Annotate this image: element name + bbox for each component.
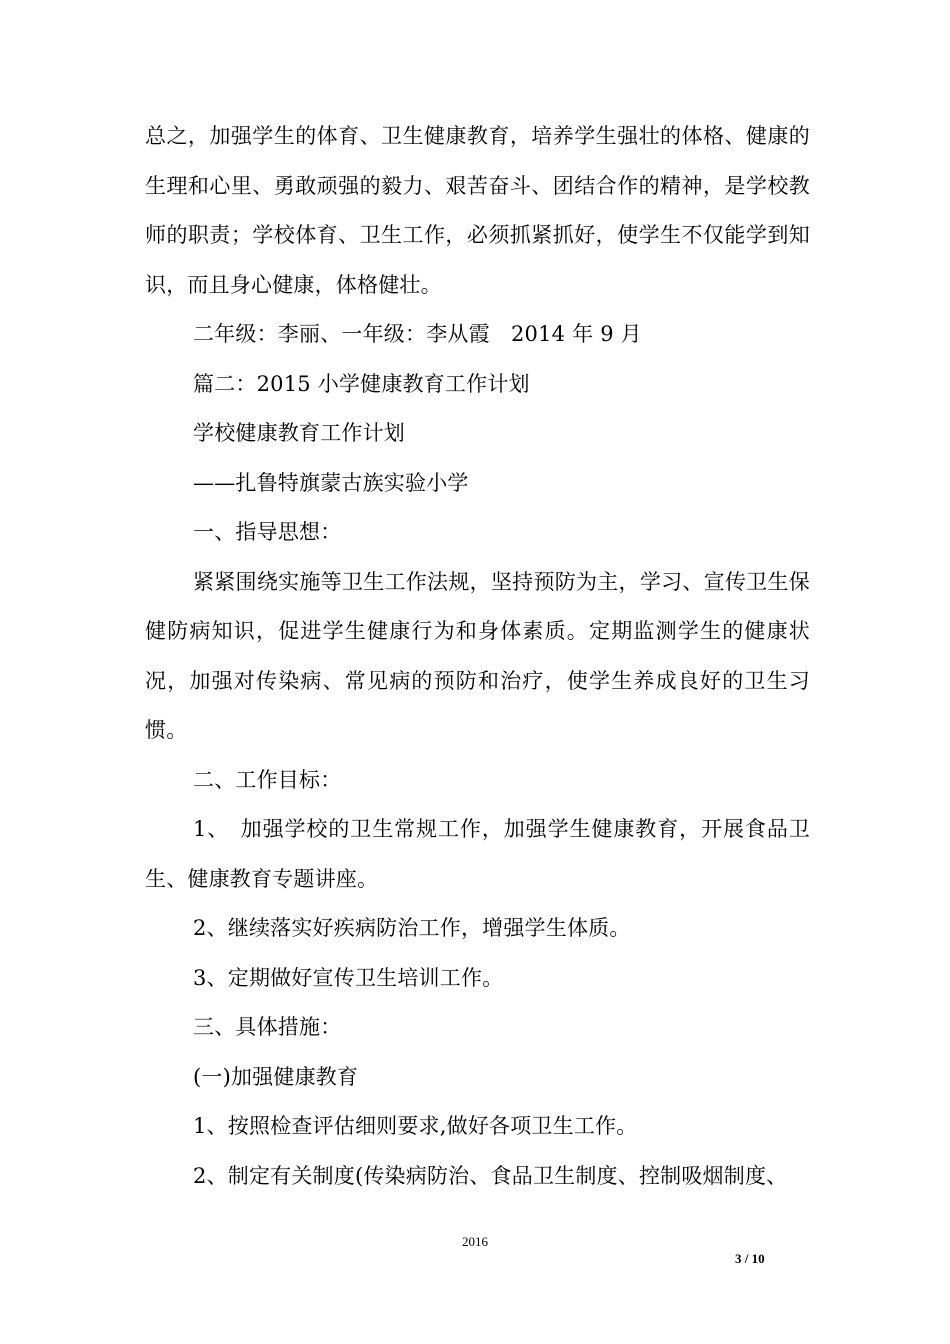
paragraph-10: 2、继续落实好疾病防治工作，增强学生体质。 <box>193 916 631 940</box>
paragraph-15: 2、制定有关制度(传染病防治、食品卫生制度、控制吸烟制度、 <box>193 1163 788 1188</box>
page-number: 3 / 10 <box>735 1251 765 1266</box>
document-body <box>145 112 810 1201</box>
paragraph-9: 1、 加强学校的卫生常规工作，加强学生健康教育，开展食品卫生、健康教育专题讲座。 <box>145 817 810 891</box>
paragraph-11: 3、定期做好宣传卫生培训工作。 <box>193 965 504 990</box>
paragraph-2: 二年级：李丽、一年级：李从霞 2014 年 9 月 <box>193 322 642 346</box>
paragraph-13: (一)加强健康教育 <box>193 1064 359 1089</box>
paragraph-8: 二、工作目标： <box>193 767 342 792</box>
paragraph-4: 学校健康教育工作计划 <box>193 421 405 445</box>
paragraph-1: 总之，加强学生的体育、卫生健康教育，培养学生强壮的体格、健康的生理和心里、勇敢顽强的毅力、艰苦奋斗、团结合作的精神，是学校教师的职责；学校体育、卫生工作，必须抓紧抓好，使学生不仅能学到知识，而且身心健康，体格健壮。 <box>145 124 810 297</box>
paragraph-12: 三、具体措施： <box>193 1015 342 1039</box>
paragraph-7: 紧紧围绕实施等卫生工作法规，坚持预防为主，学习、宣传卫生保健防病知识，促进学生健康行为和身体素质。定期监测学生的健康状况，加强对传染病、常见病的预防和治疗，使学生养成良好的卫生习惯。 <box>145 569 810 742</box>
paragraph-5: ——扎鲁特旗蒙古族实验小学 <box>193 470 469 495</box>
paragraph-6: 一、指导思想： <box>193 520 342 544</box>
paragraph-3: 篇二：2015 小学健康教育工作计划 <box>193 371 530 396</box>
paragraph-14: 1、按照检查评估细则要求,做好各项卫生工作。 <box>193 1114 638 1138</box>
footer-year: 2016 <box>462 1234 488 1249</box>
